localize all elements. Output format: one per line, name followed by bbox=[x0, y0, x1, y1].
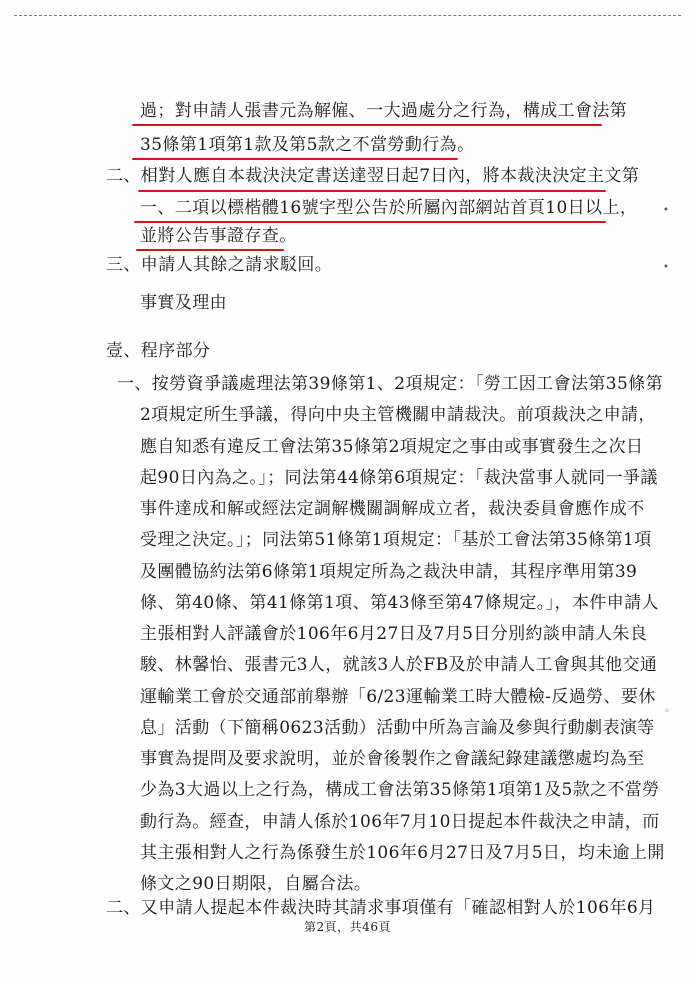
text-line-14: 受理之決定。」；同法第51條第1項規定：「基於工會法第35條第1項 bbox=[140, 530, 652, 551]
red-underline-5 bbox=[136, 249, 284, 251]
text-line-16: 條、第40條、第41條第1項、第43條至第47條規定。」，本件申請人 bbox=[140, 592, 659, 613]
text-line-11: 應自知悉有違反工會法第35條第2項規定之事由或事實發生之次日 bbox=[140, 436, 644, 457]
text-line-10: 2項規定所生爭議，得向中央主管機關申請裁決。前項裁決之申請， bbox=[140, 405, 656, 426]
text-line-23: 動行為。經查，申請人係於106年7月10日提起本件裁決之申請，而 bbox=[140, 811, 660, 832]
text-line-17: 主張相對人評議會於106年6月27日及7月5日分別約談申請人朱良 bbox=[140, 624, 648, 644]
text-line-4: 一、二項以標楷體16號字型公告於所屬內部網站首頁10日以上， bbox=[140, 198, 638, 218]
page-number: 第2頁，共46頁 bbox=[304, 920, 391, 934]
text-line-19: 運輸業工會於交通部前舉辦「6/23運輸業工時大體檢-反過勞、要休 bbox=[140, 686, 656, 707]
section-heading-facts: 事實及理由 bbox=[140, 293, 227, 313]
text-line-12: 起90日內為之。」；同法第44條第6項規定：「裁決當事人就同一爭議 bbox=[140, 467, 658, 488]
section-heading-procedure: 壹、程序部分 bbox=[106, 341, 211, 361]
text-line-26: 二、又申請人提起本件裁決時其請求事項僅有「確認相對人於106年6月 bbox=[106, 898, 656, 918]
text-line-9: 一、按勞資爭議處理法第39條第1、2項規定：「勞工因工會法第35條第 bbox=[117, 374, 663, 394]
top-dashed-rule bbox=[14, 15, 681, 16]
text-line-18: 駿、林馨怡、張書元3人，就該3人於FB及於申請人工會與其他交通 bbox=[140, 655, 658, 676]
red-underline-4 bbox=[134, 221, 606, 223]
text-line-15: 及團體協約法第6條第1項規定所為之裁決申請，其程序準用第39 bbox=[140, 561, 638, 582]
text-line-25: 條文之90日期限，自屬合法。 bbox=[140, 874, 372, 894]
text-line-2: 35條第1項第1款及第5款之不當勞動行為。 bbox=[140, 135, 475, 155]
red-underline-1 bbox=[132, 124, 602, 126]
red-underline-2 bbox=[132, 158, 458, 160]
margin-mark-2: • bbox=[663, 262, 669, 273]
text-line-24: 其主張相對人之行為係發生於106年6月27日及7月5日，均未逾上開 bbox=[140, 842, 665, 863]
text-line-6: 三、申請人其餘之請求駁回。 bbox=[106, 255, 333, 275]
text-line-1: 過；對申請人張書元為解僱、一大過處分之行為，構成工會法第 bbox=[140, 101, 628, 121]
text-line-5: 並將公告事證存查。 bbox=[140, 226, 297, 246]
margin-mark-3: ◦ bbox=[664, 706, 670, 717]
text-line-3: 二、相對人應自本裁決決定書送達翌日起7日內，將本裁決決定主文第 bbox=[106, 166, 640, 186]
red-underline-3 bbox=[138, 190, 606, 192]
text-line-13: 事件達成和解或經法定調解機關調解成立者，裁決委員會應作成不 bbox=[140, 499, 645, 519]
text-line-21: 事實為提問及要求說明，並於會後製作之會議紀錄建議懲處均為至 bbox=[140, 749, 645, 769]
text-line-20: 息」活動（下簡稱0623活動）活動中所為言論及參與行動劇表演等 bbox=[140, 717, 655, 738]
margin-mark-1: • bbox=[663, 205, 669, 216]
text-line-22: 少為3大過以上之行為，構成工會法第35條第1項第1及5款之不當勞 bbox=[140, 780, 660, 801]
